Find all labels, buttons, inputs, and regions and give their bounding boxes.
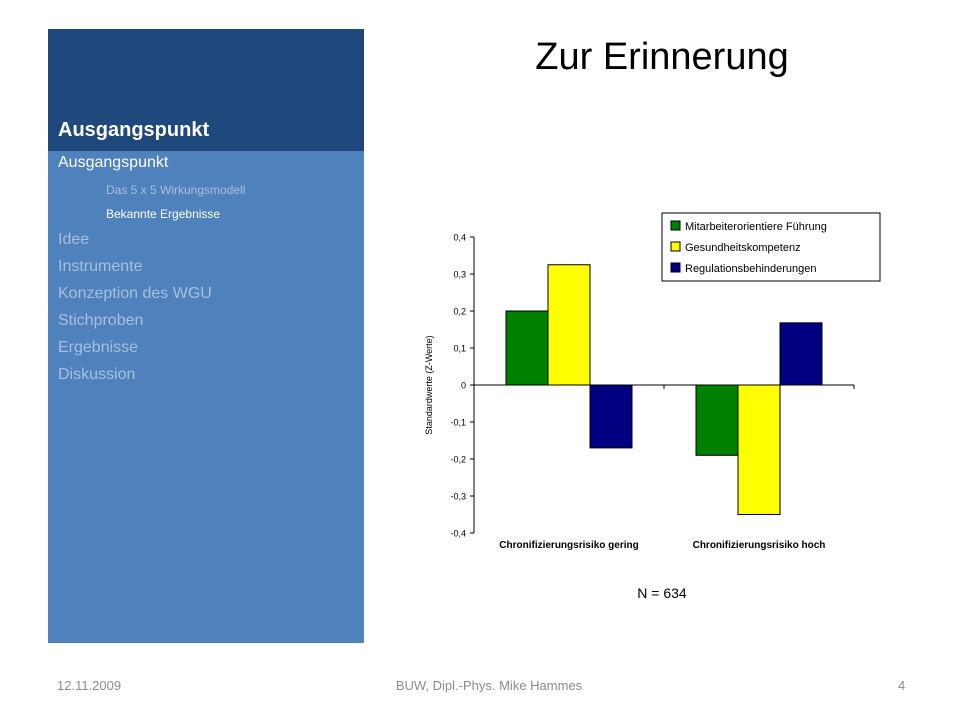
y-tick-label: 0,2	[453, 306, 466, 317]
legend-label: Gesundheitskompetenz	[685, 242, 801, 254]
sidebar-title: Ausgangspunkt	[58, 119, 210, 141]
footer-page-number: 4	[898, 678, 906, 693]
x-category-label: Chronifizierungsrisiko gering	[499, 540, 639, 551]
nav-item-diskussion[interactable]: Diskussion	[58, 366, 136, 383]
sidebar-header	[48, 29, 364, 151]
nav-item-ausgangspunkt[interactable]: Ausgangspunkt	[58, 154, 169, 171]
bar	[548, 265, 590, 385]
footer-date: 12.11.2009	[57, 678, 122, 693]
nav-item-stichproben[interactable]: Stichproben	[58, 312, 144, 329]
bar	[780, 323, 822, 385]
y-tick-label: -0,4	[450, 528, 466, 539]
sample-size-label: N = 634	[637, 585, 687, 601]
nav-item-bekannte-ergebnisse[interactable]: Bekannte Ergebnisse	[106, 207, 221, 221]
y-tick-label: 0,3	[453, 269, 466, 280]
y-tick-label: 0	[460, 380, 466, 391]
bar	[506, 311, 548, 385]
legend-label: Mitarbeiterorientiere Führung	[685, 221, 827, 233]
bar-chart	[400, 200, 890, 570]
y-tick-label: -0,1	[450, 417, 466, 428]
bar	[590, 385, 632, 448]
footer-author: BUW, Dipl.-Phys. Mike Hammes	[395, 678, 583, 693]
nav-item-wirkungsmodell[interactable]: Das 5 x 5 Wirkungsmodell	[106, 183, 246, 197]
legend-swatch	[671, 263, 680, 272]
sidebar	[48, 29, 364, 643]
nav-item-ergebnisse[interactable]: Ergebnisse	[58, 339, 139, 356]
y-tick-label: -0,2	[450, 454, 466, 465]
slide-title: Zur Erinnerung	[535, 36, 789, 78]
y-axis-label: Standardwerte (Z-Werte)	[424, 335, 434, 435]
legend-swatch	[671, 221, 680, 230]
nav-item-idee[interactable]: Idee	[58, 231, 90, 248]
x-category-label: Chronifizierungsrisiko hoch	[692, 540, 826, 551]
y-tick-label: -0,3	[450, 491, 466, 502]
y-tick-label: 0,4	[453, 232, 466, 243]
legend-label: Regulationsbehinderungen	[685, 263, 817, 275]
y-tick-label: 0,1	[453, 343, 466, 354]
nav-item-konzeption[interactable]: Konzeption des WGU	[58, 285, 212, 302]
bar	[696, 385, 738, 455]
nav-item-instrumente[interactable]: Instrumente	[58, 258, 143, 275]
bar	[738, 385, 780, 515]
legend-swatch	[671, 242, 680, 251]
